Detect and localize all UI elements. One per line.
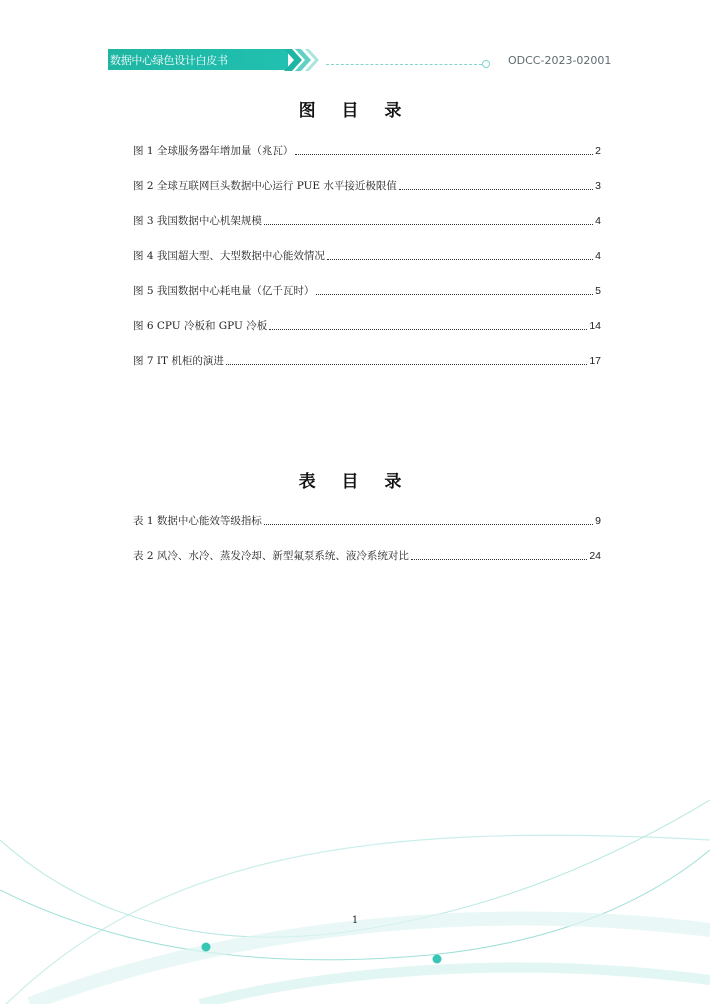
toc-entry[interactable] — [133, 343, 601, 378]
toc-dot-leader — [316, 294, 593, 295]
toc-entry-label: 图 2 全球互联网巨头数据中心运行 PUE 水平接近极限值 — [133, 180, 397, 192]
header-dot — [482, 60, 490, 68]
toc-dot-leader — [269, 329, 587, 330]
toc-entry-label: 图 6 CPU 冷板和 GPU 冷板 — [133, 320, 268, 332]
toc-entry[interactable] — [133, 308, 601, 343]
toc-dot-leader — [411, 559, 587, 560]
toc-dot-leader — [327, 259, 593, 260]
toc-dot-leader — [264, 524, 593, 525]
decorative-curves — [0, 780, 710, 1004]
toc-entry-page: 3 — [595, 179, 601, 192]
toc-dot-leader — [226, 364, 587, 365]
table-toc-list — [133, 503, 601, 573]
toc-entry-page: 17 — [589, 354, 601, 367]
toc-entry[interactable] — [133, 203, 601, 238]
toc-entry-page: 14 — [589, 319, 601, 332]
toc-entry-page: 2 — [595, 144, 601, 157]
toc-entry[interactable] — [133, 133, 601, 168]
toc-entry[interactable] — [133, 168, 601, 203]
header-dashed-line — [326, 64, 482, 65]
toc-entry-label: 图 1 全球服务器年增加量（兆瓦） — [133, 145, 294, 157]
page-number: 1 — [351, 915, 359, 926]
toc-entry-page: 5 — [595, 284, 601, 297]
toc-entry-page: 4 — [595, 214, 601, 227]
toc-dot-leader — [264, 224, 593, 225]
toc-entry-page: 24 — [589, 549, 601, 562]
toc-entry-label: 图 4 我国超大型、大型数据中心能效情况 — [133, 250, 325, 262]
toc-entry[interactable] — [133, 238, 601, 273]
toc-entry-page: 9 — [595, 514, 601, 527]
toc-entry[interactable] — [133, 503, 601, 538]
toc-entry-label: 图 7 IT 机柜的演进 — [133, 355, 224, 367]
toc-entry-label: 图 3 我国数据中心机架规模 — [133, 215, 262, 227]
toc-entry-label: 图 5 我国数据中心耗电量（亿千瓦时） — [133, 285, 315, 297]
toc-entry[interactable] — [133, 273, 601, 308]
toc-entry-page: 4 — [595, 249, 601, 262]
toc-entry[interactable] — [133, 538, 601, 573]
toc-dot-leader — [399, 189, 593, 190]
table-toc-heading: 表 目 录 — [298, 472, 412, 492]
chevron-arrows-icon — [284, 49, 324, 71]
figure-toc-list — [133, 133, 601, 378]
toc-dot-leader — [295, 154, 593, 155]
document-code: ODCC-2023-02001 — [508, 54, 612, 67]
header-title: 数据中心绿色设计白皮书 — [110, 54, 228, 67]
toc-entry-label: 表 2 风冷、水冷、蒸发冷却、新型氟泵系统、液冷系统对比 — [133, 550, 409, 562]
toc-entry-label: 表 1 数据中心能效等级指标 — [133, 515, 262, 527]
figure-toc-heading: 图 目 录 — [298, 101, 412, 121]
